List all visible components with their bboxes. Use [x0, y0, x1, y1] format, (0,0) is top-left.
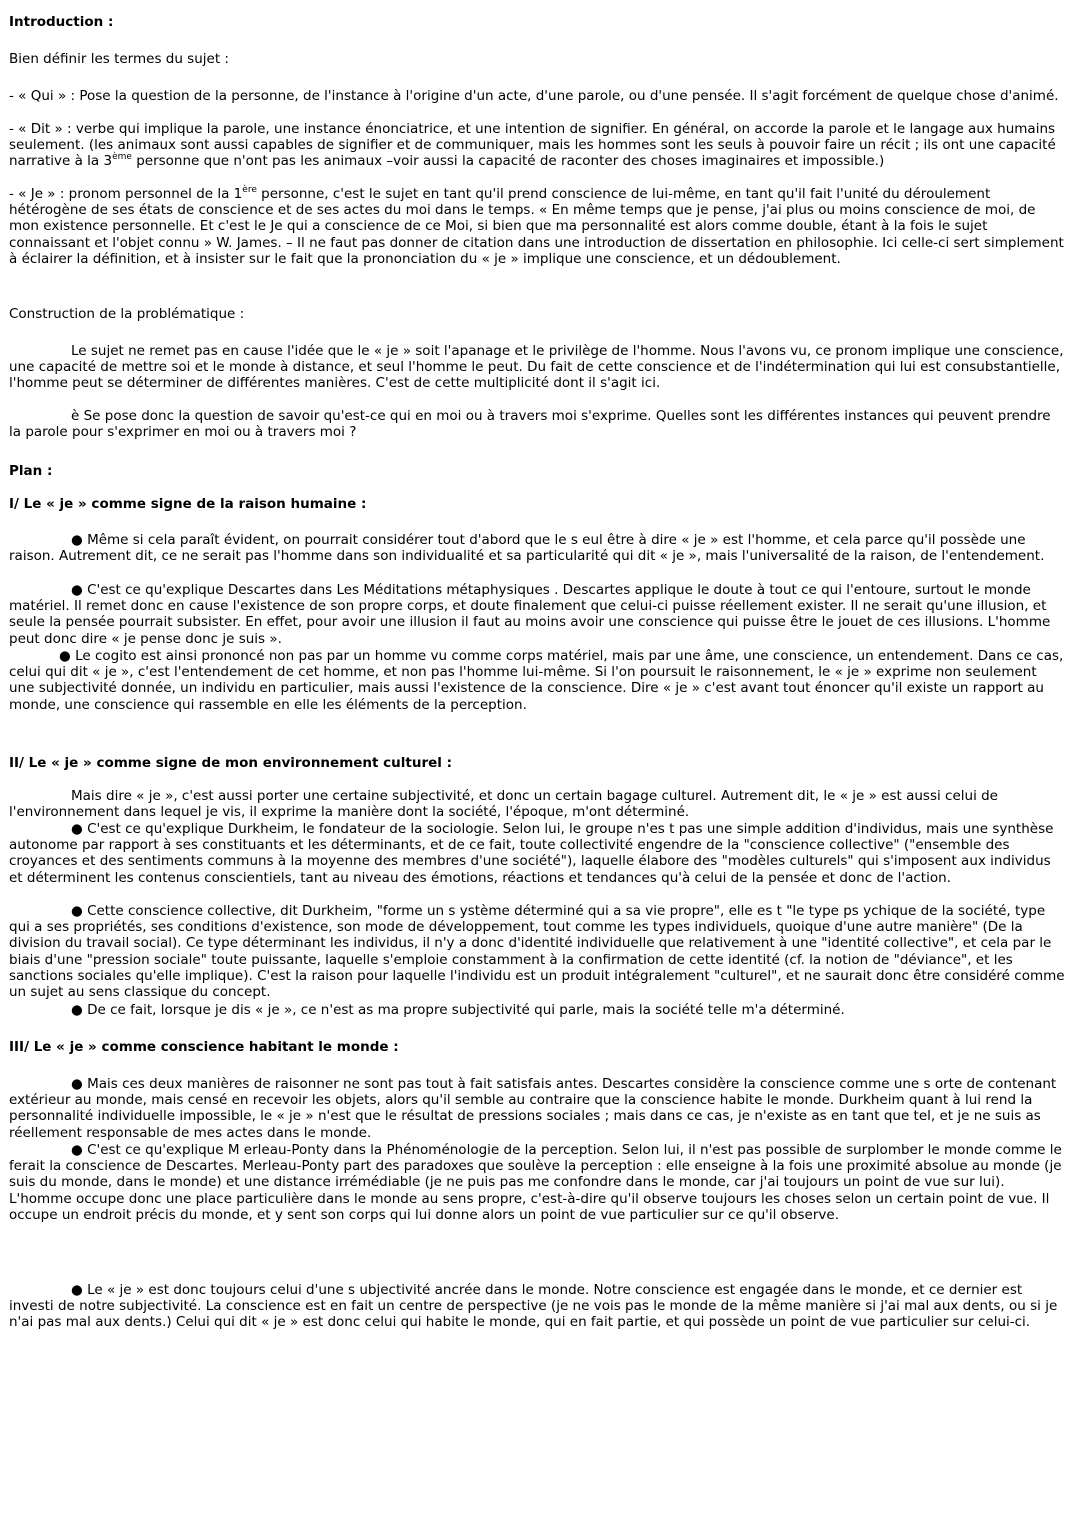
part2-bullet-2: ● Cette conscience collective, dit Durkheim, "forme un s ystème déterminé qui a sa vie propre", elle es t "le type ps ychique de la société, type qui a ses propriétés, ses conditions d'existence, son mode de développement, tout comme les types individuels, quoique d'une autre manière" (De la division du travail social). Ce type déterminant les individus, il n'y a donc d'identité individuelle que relativement à une "identité collective", et cela par le biais d'une "pression sociale" toute puissante, laquelle s'emploie constamment à la confirmation de cette identité (cf. la notion de "déviance", et les sanctions sociales qu'elle implique). C'est la raison pour laquelle l'individu est un produit intégralement "culturel", et ne saurait donc être considéré comme un sujet au sens classique du concept. [9, 903, 1065, 1001]
part2-bullet-3: ● De ce fait, lorsque je dis « je », ce n'est as ma propre subjectivité qui parle, mais la société telle m'a déterminé. [71, 1002, 845, 1018]
intro-je: - « Je » : pronom personnel de la 1ère personne, c'est le sujet en tant qu'il prend conscience de lui-même, en tant qu'il fait l'unité du déroulement hétérogène de ses états de conscience et de ses actes du moi dans le temps. « En même temps que je pense, j'ai plus ou moins conscience de moi, de mon existence personnelle. Et c'est le Je qui a conscience de ce Moi, si bien que ma personnalité est alors comme double, étant à la fois le sujet connaissant et l'objet connu » W. James. – Il ne faut pas donner de citation dans une introduction de dissertation en philosophie. Ici celle-ci sert simplement à éclairer la définition, et à insister sur le fait que la prononciation du « je » implique une conscience, et un dédoublement. [9, 185, 1064, 267]
part3-bullet-2: ● C'est ce qu'explique M erleau-Ponty dans la Phénoménologie de la perception. Selon lui, il n'est pas possible de surplomber le monde comme le ferait la conscience de Descartes. Merleau-Ponty part des paradoxes que soulève la perception : elle enseigne à la fois une proximité absolue au monde (je suis du monde, dans le monde) et une distance irrémédiable (je ne puis pas me confondre dans le monde, car j'ai toujours un point de vue sur lui). L'homme occupe donc une place particulière dans le monde au sens propre, c'est-à-dire qu'il observe toujours les choses selon un certain point de vue. Il occupe un endroit précis du monde, et y sent son corps qui lui donne alors un point de vue particulier sur ce qu'il observe. [9, 1142, 1062, 1223]
part1-bullet-1: ● Même si cela paraît évident, on pourrait considérer tout d'abord que le s eul être à dire « je » est l'homme, et cela parce qu'il possède une raison. Autrement dit, ce ne serait pas l'homme dans son individualité et sa particularité qui dit « je », mais l'universalité de la raison, de l'entendement. [9, 532, 1045, 565]
part2-heading: II/ Le « je » comme signe de mon environnement culturel : [9, 755, 453, 771]
problematique-question: è Se pose donc la question de savoir qu'est-ce qui en moi ou à travers moi s'exprime. Quelles sont les différentes instances qui peuvent prendre la parole pour s'exprimer en moi ou à travers moi ? [9, 408, 1051, 441]
intro-dit: - « Dit » : verbe qui implique la parole, une instance énonciatrice, et une intention de signifier. En général, on accorde la parole et le langage aux humains seulement. (les animaux sont aussi capables de signifier et de communiquer, mais les hommes sont les seuls à pouvoir faire un récit ; ils ont une capacité narrative à la 3ème personne que n'ont pas les animaux –voir aussi la capacité de raconter des choses imaginaires et impossible.) [9, 121, 1056, 170]
part1-heading: I/ Le « je » comme signe de la raison humaine : [9, 496, 367, 512]
problematique-paragraph: Le sujet ne remet pas en cause l'idée que le « je » soit l'apanage et le privilège de l'homme. Nous l'avons vu, ce pronom implique une conscience, une capacité de mettre soi et le monde à distance, et seul l'homme le peut. Du fait de cette conscience et de l'indétermination qui lui est consubstantielle, l'homme peut se déterminer de différentes manières. C'est de cette multiplicité dont il s'agit ici. [9, 343, 1064, 392]
intro-heading: Introduction : [9, 14, 114, 30]
part3-heading: III/ Le « je » comme conscience habitant le monde : [9, 1039, 399, 1055]
part2-paragraph: Mais dire « je », c'est aussi porter une certaine subjectivité, et donc un certain bagage culturel. Autrement dit, le « je » est aussi celui de l'environnement dans lequel je vis, il exprime la manière dont la société, l'époque, m'ont déterminé. [9, 788, 998, 821]
intro-qui: - « Qui » : Pose la question de la personne, de l'instance à l'origine d'un acte, d'une parole, ou d'une pensée. Il s'agit forcément de quelque chose d'animé. [9, 88, 1059, 104]
part3-bullet-3: ● Le « je » est donc toujours celui d'une s ubjectivité ancrée dans le monde. Notre conscience est engagée dans le monde, et ce dernier est investi de notre subjectivité. La conscience est en fait un centre de perspective (je ne vois pas le monde de la même manière si j'ai mal aux dents, ou si je n'ai pas mal aux dents.) Celui qui dit « je » est donc celui qui habite le monde, qui en fait partie, et qui possède un point de vue particulier sur celui-ci. [9, 1282, 1058, 1331]
part1-bullet-3: ● Le cogito est ainsi prononcé non pas par un homme vu comme corps matériel, mais par une âme, une conscience, un entendement. Dans ce cas, celui qui dit « je », c'est l'entendement de cet homme, et non pas l'homme lui-même. Si l'on poursuit le raisonnement, le « je » exprime non seulement une subjectivité donnée, un individu en particulier, mais aussi l'existence de la conscience. Dire « je » c'est avant tout énoncer qu'il existe un rapport au monde, une conscience qui rassemble en elle les éléments de la perception. [9, 648, 1064, 713]
part1-bullet-2: ● C'est ce qu'explique Descartes dans Les Méditations métaphysiques . Descartes applique le doute à tout ce qui l'entoure, surtout le monde matériel. Il remet donc en cause l'existence de son propre corps, et doute finalement que celui-ci puisse réellement exister. Il ne serait qu'une illusion, et seule la pensée pourrait subsister. En effet, pour avoir une illusion il faut au moins avoir une conscience qui puisse être le jouet de ces illusions. L'homme peut donc dire « je pense donc je suis ». [9, 582, 1051, 647]
intro-subheading: Bien définir les termes du sujet : [9, 51, 229, 67]
plan-heading: Plan : [9, 463, 53, 479]
part3-bullet-1: ● Mais ces deux manières de raisonner ne sont pas tout à fait satisfais antes. Descartes considère la conscience comme une s orte de contenant extérieur au monde, mais censé en recevoir les objets, alors qu'il semble au contraire que la conscience habite le monde. Durkheim quant à lui rend la personnalité individuelle impossible, le « je » n'est que le résultat de pressions sociales ; mais dans ce cas, je n'existe as en tant que tel, et je ne suis as réellement responsable de mes actes dans le monde. [9, 1076, 1057, 1141]
part2-bullet-1: ● C'est ce qu'explique Durkheim, le fondateur de la sociologie. Selon lui, le groupe n'es t pas une simple addition d'individus, mais une synthèse autonome par rapport à ses constituants et les déterminants, et de ce fait, toute collectivité engendre de la "conscience collective" ("ensemble des croyances et des sentiments communs à la moyenne des membres d'une société"), laquelle élabore des "modèles culturels" qui s'imposent aux individus et déterminent les contenus conscientiels, tant au niveau des émotions, réactions et tendances qu'à celui de la pensée et donc de l'action. [9, 821, 1054, 886]
problematique-heading: Construction de la problématique : [9, 306, 245, 322]
